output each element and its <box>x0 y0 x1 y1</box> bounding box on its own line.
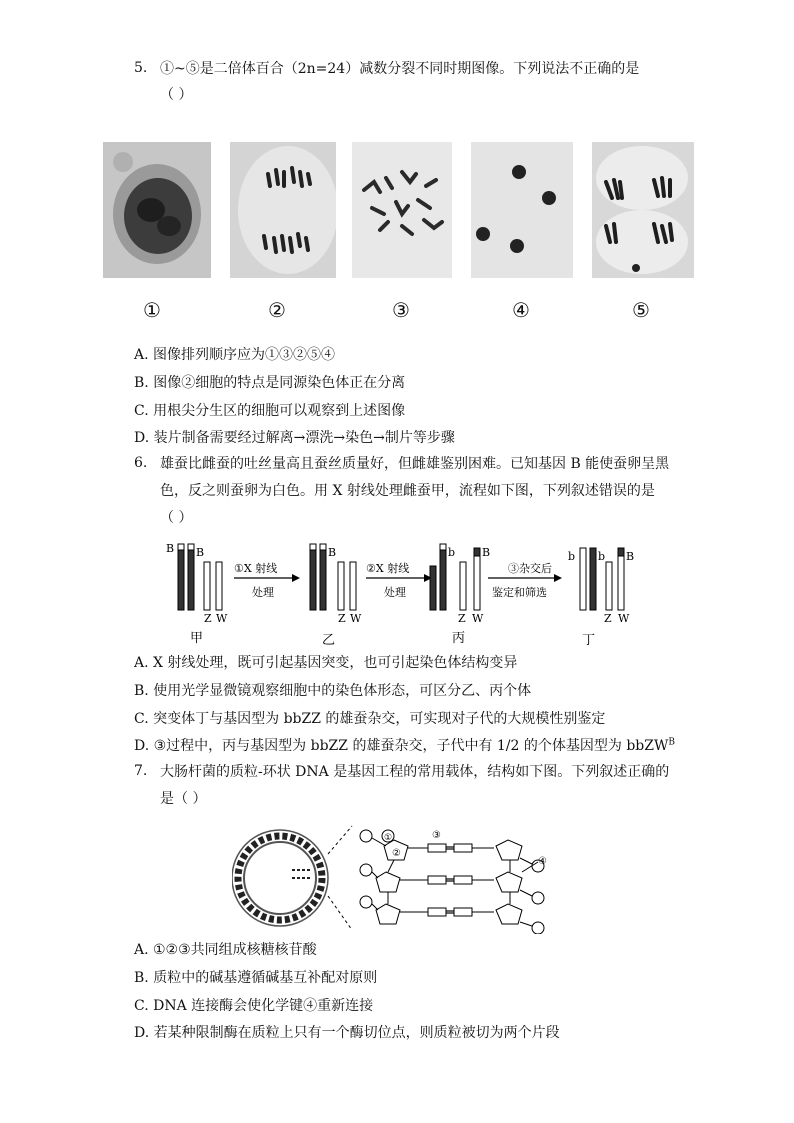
question-6-stem-line-2: 色，反之则蚕卵为白色。用 X 射线处理雌蚕甲，流程如下图，下列叙述错误的是 <box>160 483 655 499</box>
step1-top: ①X 射线 <box>234 562 278 575</box>
micrograph-label-4: ④ <box>512 298 530 322</box>
plasmid-circle <box>232 830 328 926</box>
bing-gene-b-lower: b <box>448 546 456 559</box>
question-6-number: 6. <box>134 455 148 471</box>
question-7-stem-line-2: 是（ ） <box>160 791 207 807</box>
q5-option-a[interactable]: A. 图像排列顺序应为①③②⑤④ <box>134 347 336 363</box>
ding-gene-b-lower-right: b <box>598 550 606 563</box>
nucleotide-ladder <box>360 830 544 934</box>
jia-w-label: W <box>216 612 228 625</box>
question-6-answer-paren: （ ） <box>160 510 193 526</box>
step3-top: ③杂交后 <box>508 562 552 575</box>
chromosome-mutation-diagram <box>162 538 642 650</box>
q7-option-d[interactable]: D. 若某种限制酶在质粒上只有一个酶切位点，则质粒被切为两个片段 <box>134 1025 560 1041</box>
q7-option-c[interactable]: C. DNA 连接酶会使化学键④重新连接 <box>134 998 374 1014</box>
jia-gene-b-right: B <box>196 546 205 559</box>
ding-z-label: Z <box>604 612 612 625</box>
micrograph-1 <box>103 142 211 278</box>
label-1: ① <box>384 833 393 843</box>
label-bing: 丙 <box>452 631 466 646</box>
q6-option-d[interactable] <box>134 735 675 755</box>
step2-top: ②X 射线 <box>366 562 410 575</box>
micrograph-label-1: ① <box>143 298 161 322</box>
q6-option-b[interactable]: B. 使用光学显微镜观察细胞中的染色体形态，可区分乙、丙个体 <box>134 683 532 699</box>
step1-bottom: 处理 <box>252 586 274 599</box>
micrograph-label-2: ② <box>268 298 286 322</box>
step2-bottom: 处理 <box>384 586 406 599</box>
label-4: ④ <box>538 856 547 867</box>
micrograph-2 <box>230 142 336 278</box>
jia-gene-b-left: B <box>166 542 175 555</box>
question-7-number: 7. <box>134 763 148 779</box>
micrograph-label-5: ⑤ <box>632 298 650 322</box>
micrograph-label-3: ③ <box>392 298 410 322</box>
label-2: ② <box>392 848 401 859</box>
bing-gene-b-upper: B <box>482 546 491 559</box>
question-6-stem-line-1: 雄蚕比雌蚕的吐丝量高且蚕丝质量好，但雌雄鉴别困难。已知基因 B 能使蚕卵呈黑 <box>160 456 670 472</box>
bing-w-label: W <box>472 612 484 625</box>
step3-bottom: 鉴定和筛选 <box>492 586 547 599</box>
ding-gene-b-lower-left: b <box>568 550 576 563</box>
question-5-answer-paren: （ ） <box>160 87 193 103</box>
plasmid-structure-diagram <box>232 822 562 934</box>
q5-option-d[interactable]: D. 装片制备需要经过解离→漂洗→染色→制片等步骤 <box>134 430 455 446</box>
q6-option-d-superscript: B <box>668 737 676 748</box>
jia-z-label: Z <box>204 612 212 625</box>
yi-gene-b: B <box>328 546 337 559</box>
question-5-number: 5. <box>134 60 148 76</box>
micrograph-4 <box>471 142 573 278</box>
q5-option-c[interactable]: C. 用根尖分生区的细胞可以观察到上述图像 <box>134 403 406 419</box>
label-ding: 丁 <box>582 633 596 648</box>
bing-z-label: Z <box>458 612 466 625</box>
ding-gene-b-upper: B <box>626 550 635 563</box>
q7-option-b[interactable]: B. 质粒中的碱基遵循碱基互补配对原则 <box>134 970 378 986</box>
q6-option-c[interactable]: C. 突变体丁与基因型为 bbZZ 的雄蚕杂交，可实现对子代的大规模性别鉴定 <box>134 711 606 727</box>
yi-z-label: Z <box>338 612 346 625</box>
question-5-stem: ①~⑤是二倍体百合（2n=24）减数分裂不同时期图像。下列说法不正确的是 <box>160 61 640 77</box>
label-jia: 甲 <box>190 631 204 646</box>
question-7-stem-line-1: 大肠杆菌的质粒-环状 DNA 是基因工程的常用载体，结构如下图。下列叙述正确的 <box>160 764 670 780</box>
q6-option-a[interactable]: A. X 射线处理，既可引起基因突变，也可引起染色体结构变异 <box>134 655 518 671</box>
micrograph-3 <box>352 142 452 278</box>
q7-option-a[interactable]: A. ①②③共同组成核糖核苷酸 <box>134 942 317 958</box>
micrograph-5 <box>592 142 694 278</box>
ding-w-label: W <box>618 612 630 625</box>
yi-w-label: W <box>350 612 362 625</box>
label-yi: 乙 <box>322 633 336 648</box>
label-3: ③ <box>432 830 441 841</box>
q6-option-d-text: D. ③过程中，丙与基因型为 bbZZ 的雄蚕杂交，子代中有 1/2 的个体基因型为 bbZW <box>134 738 669 754</box>
q5-option-b[interactable]: B. 图像②细胞的特点是同源染色体正在分离 <box>134 375 406 391</box>
